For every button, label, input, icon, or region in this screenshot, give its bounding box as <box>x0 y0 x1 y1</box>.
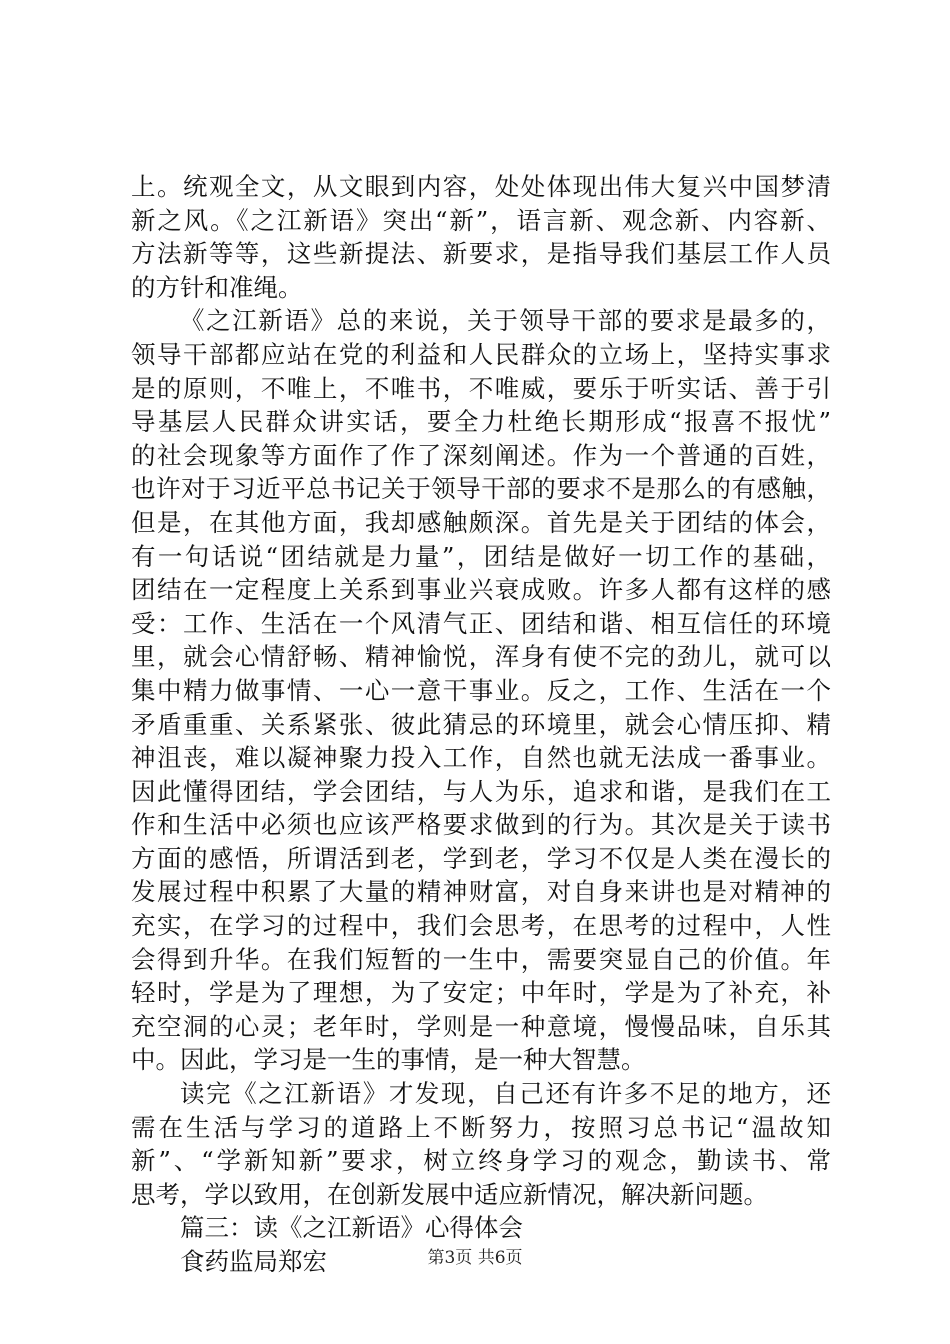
text-line: 方法新等等，这些新提法、新要求，是指导我们基层工作人员 <box>131 239 831 269</box>
text-line: 的社会现象等方面作了作了深刻阐述。作为一个普通的百姓， <box>131 440 831 470</box>
text-line: 也许对于习近平总书记关于领导干部的要求不是那么的有感触， <box>131 474 831 504</box>
text-line: 需在生活与学习的道路上不断努力，按照习总书记“温故知 <box>131 1112 831 1142</box>
text-line: 集中精力做事情、一心一意干事业。反之，工作、生活在一个 <box>131 675 831 705</box>
text-line: 上。统观全文，从文眼到内容，处处体现出伟大复兴中国梦清 <box>131 172 831 201</box>
text-line: 团结在一定程度上关系到事业兴衰成败。许多人都有这样的感 <box>131 575 831 605</box>
text-line: 新”、“学新知新”要求，树立终身学习的观念，勤读书、常 <box>131 1146 831 1176</box>
page-footer: 第3页 共6页 <box>427 1248 523 1268</box>
text-line: 读完《之江新语》才发现，自己还有许多不足的地方，还 <box>180 1079 831 1109</box>
document-body <box>131 170 831 1279</box>
text-line: 的方针和准绳。 <box>131 272 303 302</box>
text-line: 但是，在其他方面，我却感触颇深。首先是关于团结的体会， <box>131 507 831 537</box>
text-line: 思考，学以致用，在创新发展中适应新情况，解决新问题。 <box>131 1179 768 1209</box>
text-line: 食药监局郑宏 <box>180 1247 327 1276</box>
text-line: 中。因此，学习是一生的事情，是一种大智慧。 <box>131 1045 646 1075</box>
text-line: 充实，在学习的过程中，我们会思考，在思考的过程中，人性 <box>131 911 831 941</box>
text-line: 矛盾重重、关系紧张、彼此猜忌的环境里，就会心情压抑、精 <box>131 709 831 739</box>
text-line: 会得到升华。在我们短暂的一生中，需要突显自己的价值。年 <box>131 944 831 974</box>
text-line: 里，就会心情舒畅、精神愉悦，浑身有使不完的劲儿，就可以 <box>131 642 831 672</box>
text-line: 新之风。《之江新语》突出“新”，语言新、观念新、内容新、 <box>131 205 831 235</box>
text-line: 有一句话说“团结就是力量”，团结是做好一切工作的基础， <box>131 541 831 571</box>
text-line: 充空洞的心灵；老年时，学则是一种意境，慢慢品味，自乐其 <box>131 1011 831 1041</box>
text-line: 神沮丧，难以凝神聚力投入工作，自然也就无法成一番事业。 <box>131 743 831 773</box>
text-line: 作和生活中必须也应该严格要求做到的行为。其次是关于读书 <box>131 810 831 840</box>
text-line: 方面的感悟，所谓活到老，学到老，学习不仅是人类在漫长的 <box>131 843 831 873</box>
text-line: 发展过程中积累了大量的精神财富，对自身来讲也是对精神的 <box>131 877 831 907</box>
text-line: 篇三：读《之江新语》心得体会 <box>180 1213 523 1243</box>
text-line: 受：工作、生活在一个风清气正、团结和谐、相互信任的环境 <box>131 608 831 638</box>
text-line: 是的原则，不唯上，不唯书，不唯威，要乐于听实话、善于引 <box>131 373 831 403</box>
text-line: 因此懂得团结，学会团结，与人为乐，追求和谐，是我们在工 <box>131 776 831 806</box>
text-line: 轻时，学是为了理想，为了安定；中年时，学是为了补充，补 <box>131 978 831 1008</box>
text-line: 导基层人民群众讲实话，要全力杜绝长期形成“报喜不报忧” <box>131 407 831 437</box>
text-line: 《之江新语》总的来说，关于领导干部的要求是最多的， <box>180 306 831 336</box>
text-line: 领导干部都应站在党的利益和人民群众的立场上，坚持实事求 <box>131 339 831 369</box>
